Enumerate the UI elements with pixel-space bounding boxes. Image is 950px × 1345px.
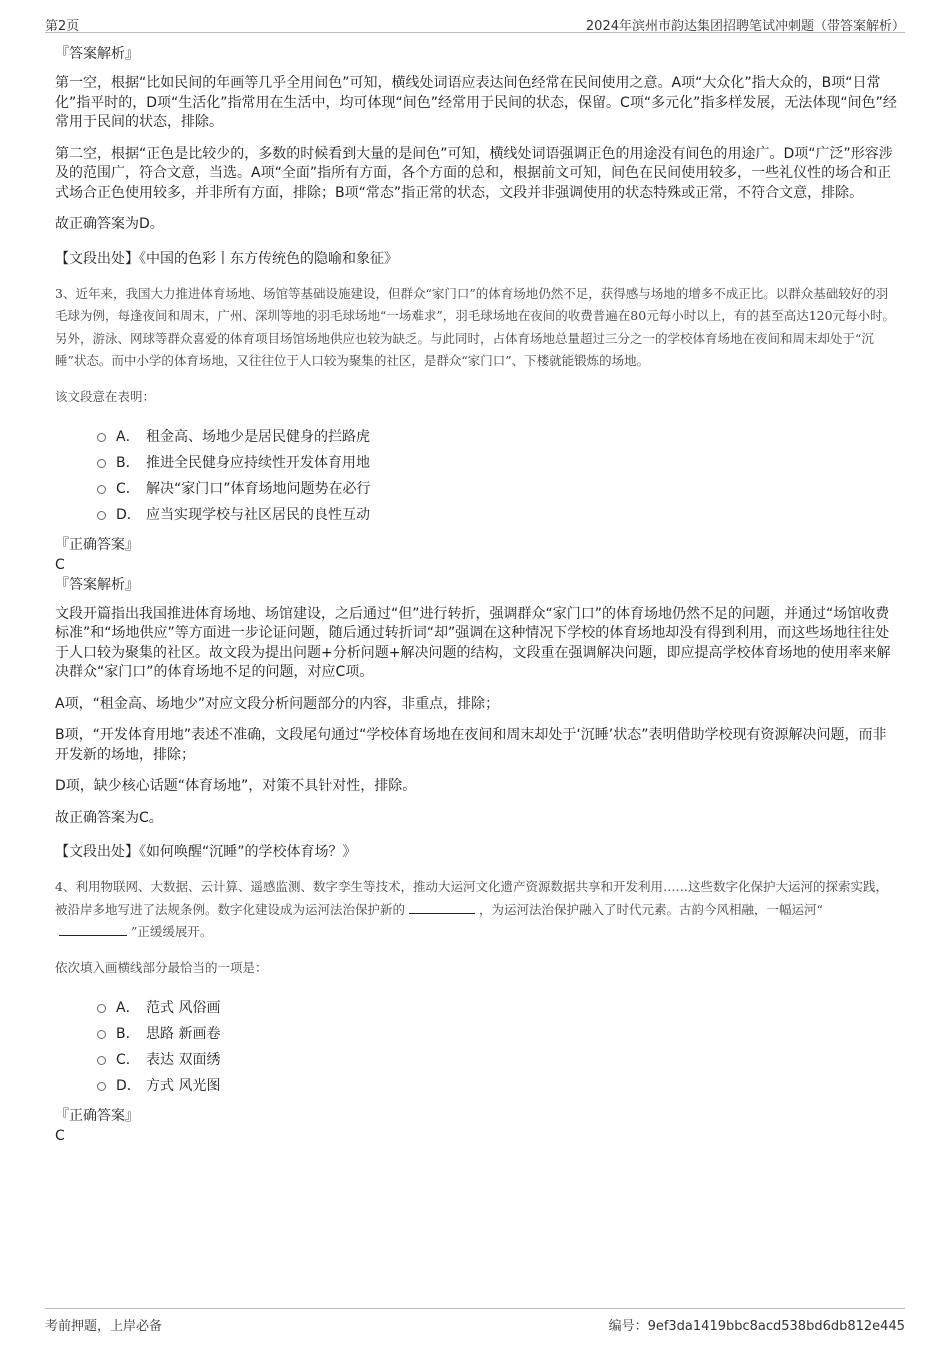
analysis-paragraph: D项，缺少核心话题“体育场地”，对策不具针对性，排除。	[55, 778, 417, 794]
option-a[interactable]	[97, 994, 897, 1020]
answer-block	[55, 535, 897, 595]
correct-answer: C	[55, 1127, 65, 1144]
question-3-options	[97, 423, 897, 527]
question-4-prompt: 依次填入画横线部分最恰当的一项是：	[55, 959, 268, 975]
answer-tag: 『正确答案』	[55, 536, 139, 553]
option-text: 解决“家门口”体育场地问题势在必行	[146, 480, 371, 497]
option-d[interactable]	[97, 1072, 897, 1098]
analysis-paragraph: B项，“开发体育用地”表述不准确，文段尾句通过“学校体育场地在夜间和周末却处于‘沉睡’状态”表明借助学校现有资源解决问题，而非开发新的场地，排除；	[55, 727, 887, 763]
page-number: 第2页	[45, 19, 80, 34]
radio-icon[interactable]	[97, 485, 106, 494]
question-4-options	[97, 994, 897, 1098]
option-text: 范式 风俗画	[146, 999, 221, 1016]
radio-icon[interactable]	[97, 1082, 106, 1091]
footer-slogan: 考前押题，上岸必备	[45, 1319, 163, 1334]
option-c[interactable]	[97, 1046, 897, 1072]
option-d[interactable]	[97, 501, 897, 527]
option-b[interactable]	[97, 449, 897, 475]
option-letter: B．	[116, 1025, 140, 1042]
radio-icon[interactable]	[97, 1056, 106, 1065]
option-b[interactable]	[97, 1020, 897, 1046]
question-text-part: ，为运河法治保护融入了时代元素。古韵今风相融，一幅运河“	[479, 901, 823, 917]
document-id: 编号：9ef3da1419bbc8acd538bd6db812e445	[608, 1319, 905, 1334]
radio-icon[interactable]	[97, 433, 106, 442]
source-citation: 【文段出处】《如何唤醒“沉睡”的学校体育场？》	[55, 844, 357, 860]
analysis-paragraph: A项，“租金高、场地少”对应文段分析问题部分的内容，非重点，排除；	[55, 695, 500, 712]
answer-block	[55, 1106, 897, 1146]
radio-icon[interactable]	[97, 511, 106, 520]
option-letter: C．	[116, 1051, 140, 1068]
document-body	[55, 44, 897, 1146]
option-text: 应当实现学校与社区居民的良性互动	[146, 506, 370, 523]
page-header	[45, 13, 905, 33]
radio-icon[interactable]	[97, 1030, 106, 1039]
question-3-prompt: 该文段意在表明：	[55, 388, 156, 404]
option-c[interactable]	[97, 475, 897, 501]
fill-blank-2[interactable]	[59, 922, 127, 936]
option-letter: A．	[116, 428, 140, 445]
fill-blank-1[interactable]	[409, 900, 475, 914]
option-letter: C．	[116, 480, 140, 497]
option-a[interactable]	[97, 423, 897, 449]
radio-icon[interactable]	[97, 459, 106, 468]
option-letter: D．	[116, 506, 141, 523]
analysis-conclusion: 故正确答案为D。	[55, 216, 164, 232]
page-footer	[45, 1308, 905, 1332]
analysis-tag: 『答案解析』	[55, 576, 139, 593]
option-letter: D．	[116, 1077, 141, 1094]
analysis-paragraph: 第一空，根据“比如民间的年画等几乎全用间色”可知，横线处词语应表达间色经常在民间使用之意。A项“大众化”指大众的，B项“日常化”指平时的，D项“生活化”指常用在生活中，均可体现“间色”经常用于民间的状态，保留。C项“多元化”指多样发展，无法体现“间色”经常用于民间的状态，排除。	[55, 75, 897, 130]
option-text: 推进全民健身应持续性开发体育用地	[146, 454, 370, 471]
option-letter: B．	[116, 454, 140, 471]
question-4-text	[55, 876, 897, 944]
analysis-tag: 『答案解析』	[55, 46, 139, 62]
document-title: 2024年滨州市韵达集团招聘笔试冲刺题（带答案解析）	[585, 19, 905, 34]
option-letter: A．	[116, 999, 140, 1016]
answer-tag: 『正确答案』	[55, 1107, 139, 1124]
option-text: 方式 风光图	[146, 1077, 221, 1094]
source-citation: 【文段出处】《中国的色彩丨东方传统色的隐喻和象征》	[55, 250, 398, 267]
analysis-paragraph: 文段开篇指出我国推进体育场地、场馆建设，之后通过“但”进行转折，强调群众“家门口”的体育场地仍然不足的问题，并通过“场馆收费标准”和“场地供应”等方面进一步论证问题，随后通过转折词“却”强调在这种情况下学校的体育场地却没有得到利用，而这些场地往往处于人口较为聚集的社区。故文段为提出问题+分析问题+解决问题的结构，文段重在强调解决问题，即应提高学校体育场地的使用率来解决群众“家门口”的体育场地不足的问题，对应C项。	[55, 605, 891, 680]
question-3-text: 3、近年来，我国大力推进体育场地、场馆等基础设施建设，但群众“家门口”的体育场地仍然不足，获得感与场地的增多不成正比。以群众基础较好的羽毛球为例，每逢夜间和周末，广州、深圳等地的羽毛球场地“一场难求”，羽毛球场地在夜间的收费普遍在80元每小时以上，有的甚至高达120元每小时。另外，游泳、网球等群众喜爱的体育项目场馆场地供应也较为缺乏。与此同时，占体育场地总量超过三分之一的学校体育场地在夜间和周末却处于“沉睡”状态。而中小学的体育场地，又往往位于人口较为聚集的社区，是群众“家门口”、下楼就能锻炼的场地。	[55, 285, 896, 368]
analysis-conclusion: 故正确答案为C。	[55, 809, 163, 826]
correct-answer: C	[55, 556, 65, 573]
question-text-part: ”正缓缓展开。	[131, 924, 213, 939]
radio-icon[interactable]	[97, 1004, 106, 1013]
option-text: 思路 新画卷	[146, 1025, 221, 1042]
option-text: 表达 双面绣	[146, 1051, 221, 1068]
question-text-part: 4、利用物联网、大数据、云计算、遥感监测、数字孪生等技术，推动大运河文化遗产资源数据共享和开发利用……这些数字化保护大运河的探索实践，被沿岸多地写进了法规条例。数字化建设成为运河法治保护新的	[55, 879, 888, 917]
option-text: 租金高、场地少是居民健身的拦路虎	[146, 428, 370, 445]
analysis-paragraph: 第二空，根据“正色是比较少的，多数的时候看到大量的是间色”可知，横线处词语强调正色的用途没有间色的用途广。D项“广泛”形容涉及的范围广，符合文意，当选。A项“全面”指所有方面，各个方面的总和，根据前文可知，间色在民间使用较多，一些礼仪性的场合和正式场合正色使用较多，并非所有方面，排除；B项“常态”指正常的状态，文段并非强调使用的状态特殊或正常，不符合文意，排除。	[55, 145, 893, 201]
